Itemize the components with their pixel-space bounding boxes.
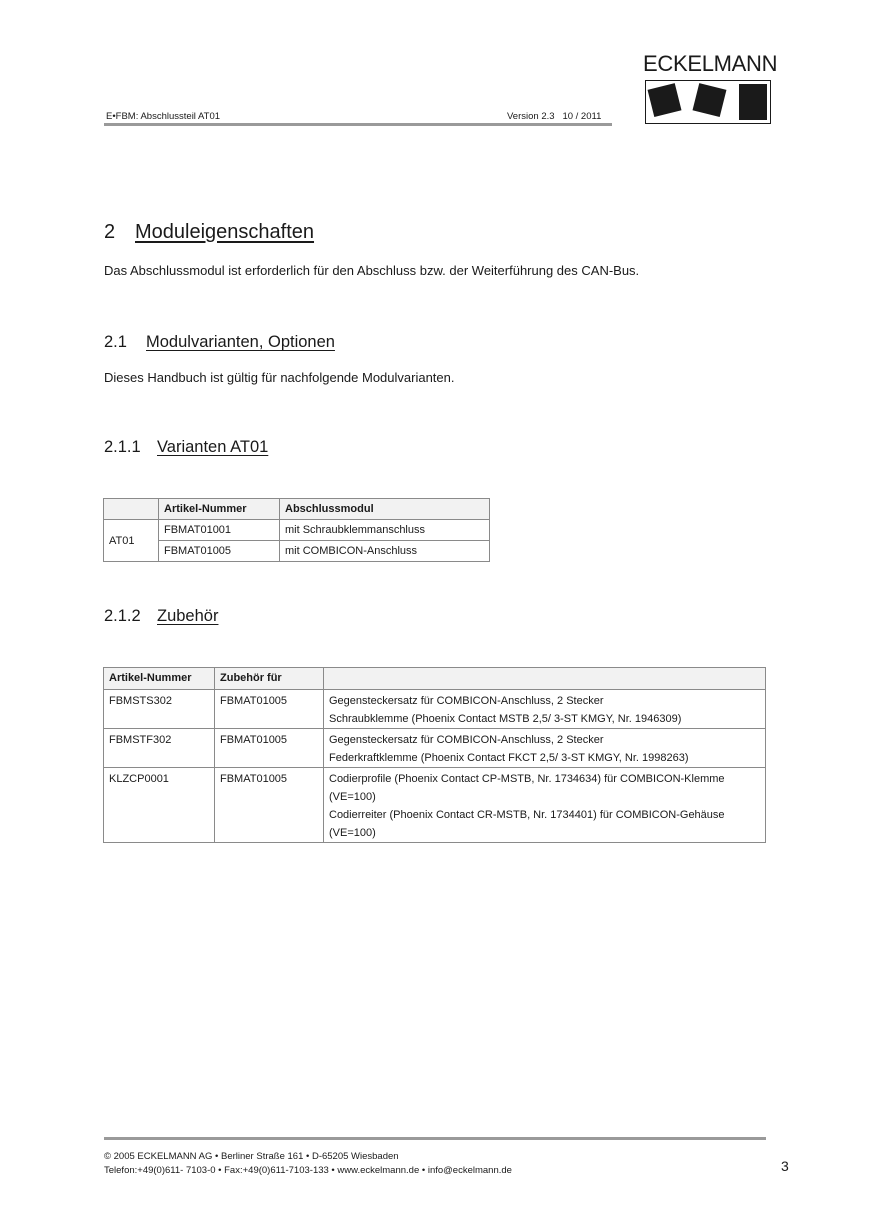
company-logo-icon <box>645 80 771 124</box>
table-header-cell: Artikel-Nummer <box>104 668 215 690</box>
subsection-title: Modulvarianten, Optionen <box>146 333 335 351</box>
description-line: Gegensteckersatz für COMBICON-Anschluss, 2 Stecker <box>329 695 604 707</box>
article-number-cell: FBMAT01005 <box>159 541 280 562</box>
header-document-title: E•FBM: Abschlussteil AT01 <box>106 111 221 122</box>
variants-title: Varianten AT01 <box>157 438 269 456</box>
header-rule <box>104 123 612 126</box>
variants-number: 2.1.1 <box>104 438 141 456</box>
accessory-for-cell: FBMAT01005 <box>215 729 324 768</box>
article-number-cell: FBMSTS302 <box>104 690 215 729</box>
description-line: (VE=100) <box>329 791 376 803</box>
table-row <box>104 541 490 562</box>
variants-table <box>103 498 490 562</box>
description-line: Codierprofile (Phoenix Contact CP-MSTB, Nr. 1734634) für COMBICON-Klemme <box>329 773 725 785</box>
article-number-cell: KLZCP0001 <box>104 768 215 843</box>
article-number-cell: FBMSTF302 <box>104 729 215 768</box>
table-header-row <box>104 499 490 520</box>
table-row <box>104 690 766 729</box>
module-cell: mit Schraubklemmanschluss <box>280 520 490 541</box>
description-line: Schraubklemme (Phoenix Contact MSTB 2,5/ 3-ST KMGY, Nr. 1946309) <box>329 713 682 725</box>
table-header-cell: Abschlussmodul <box>280 499 490 520</box>
table-header-row <box>104 668 766 690</box>
description-cell <box>324 768 766 843</box>
variants-heading <box>104 438 268 457</box>
module-cell: mit COMBICON-Anschluss <box>280 541 490 562</box>
section-number: 2 <box>104 221 116 243</box>
table-header-cell: Zubehör für <box>215 668 324 690</box>
subsection-intro: Dieses Handbuch ist gültig für nachfolgende Modulvarianten. <box>104 370 455 385</box>
variant-group-cell: AT01 <box>104 520 159 562</box>
table-header-cell: Artikel-Nummer <box>159 499 280 520</box>
accessory-for-cell: FBMAT01005 <box>215 690 324 729</box>
footer-rule <box>104 1137 766 1140</box>
description-line: Gegensteckersatz für COMBICON-Anschluss, 2 Stecker <box>329 734 604 746</box>
table-row <box>104 768 766 843</box>
company-logo-text: ECKELMANN <box>643 51 778 76</box>
accessories-heading <box>104 607 218 626</box>
table-row <box>104 520 490 541</box>
description-line: (VE=100) <box>329 827 376 839</box>
description-line: Codierreiter (Phoenix Contact CR-MSTB, Nr. 1734401) für COMBICON-Gehäuse <box>329 809 725 821</box>
section-intro: Das Abschlussmodul ist erforderlich für den Abschluss bzw. der Weiterführung des CAN-Bus. <box>104 263 640 278</box>
subsection-heading <box>104 333 335 352</box>
header-version: Version 2.3 10 / 2011 <box>507 111 602 122</box>
accessories-title: Zubehör <box>157 607 219 625</box>
table-header-cell <box>104 499 159 520</box>
section-title: Moduleigenschaften <box>135 221 315 243</box>
description-cell <box>324 729 766 768</box>
page-number: 3 <box>781 1158 789 1174</box>
article-number-cell: FBMAT01001 <box>159 520 280 541</box>
section-heading <box>104 221 314 244</box>
table-header-cell <box>324 668 766 690</box>
accessories-table <box>103 667 766 843</box>
accessories-number: 2.1.2 <box>104 607 141 625</box>
subsection-number: 2.1 <box>104 333 127 351</box>
footer-contact: Telefon:+49(0)611- 7103-0 • Fax:+49(0)611-7103-133 • www.eckelmann.de • info@eckelmann.de <box>104 1165 512 1176</box>
table-row <box>104 729 766 768</box>
accessory-for-cell: FBMAT01005 <box>215 768 324 843</box>
footer-address: © 2005 ECKELMANN AG • Berliner Straße 161 • D-65205 Wiesbaden <box>104 1151 399 1162</box>
description-cell <box>324 690 766 729</box>
description-line: Federkraftklemme (Phoenix Contact FKCT 2,5/ 3-ST KMGY, Nr. 1998263) <box>329 752 689 764</box>
